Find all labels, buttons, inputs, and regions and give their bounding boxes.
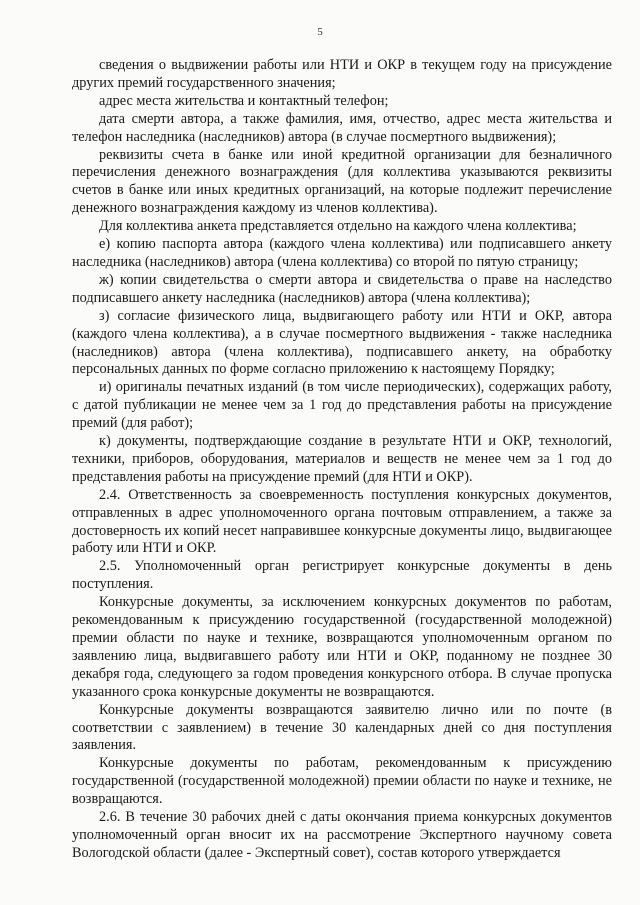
paragraph: 2.4. Ответственность за своевременность поступления конкурсных документов, отправленных в адрес уполномоченного органа почтовым отправлением, а также за достоверность их копий несет направившее конкурсные документы лицо, выдвигающее работу или НТИ и ОКР. <box>72 486 612 557</box>
paragraph: 2.6. В течение 30 рабочих дней с даты окончания приема конкурсных документов уполномоченный орган вносит их на рассмотрение Экспертного научному совета Вологодской области (далее - Экспертный совет), состав которого утверждается <box>72 809 612 861</box>
paragraph: Для коллектива анкета представляется отдельно на каждого члена коллектива; <box>99 218 577 235</box>
paragraph: к) документы, подтверждающие создание в результате НТИ и ОКР, технологий, техники, приборов, оборудования, материалов и веществ не менее чем за 1 год до представления работы на присуждение премий (для НТИ и ОКР). <box>72 433 612 485</box>
paragraph: реквизиты счета в банке или иной кредитной организации для безналичного перечисления денежного вознаграждения (для коллектива указываются реквизиты счетов в банке или иных кредитных организаций, на которые подлежит перечисление денежного вознаграждения каждому из членов коллектива). <box>72 146 612 217</box>
paragraph: Конкурсные документы по работам, рекомендованным к присуждению государственной (государственной молодежной) премии области по науке и технике, не возвращаются. <box>72 755 612 808</box>
paragraph: Конкурсные документы возвращаются заявителю лично или по почте (в соответствии с заявлением) в течение 30 календарных дней со дня поступления заявления. <box>72 701 612 754</box>
paragraph: дата смерти автора, а также фамилия, имя, отчество, адрес места жительства и телефон наследника (наследников) автора (в случае посмертного выдвижения); <box>72 110 612 145</box>
document-body <box>72 57 612 863</box>
paragraph: 2.5. Уполномоченный орган регистрирует конкурсные документы в день поступления. <box>72 558 612 593</box>
paragraph: сведения о выдвижении работы или НТИ и ОКР в текущем году на присуждение других премий государственного значения; <box>72 57 612 91</box>
paragraph: Конкурсные документы, за исключением конкурсных документов по работам, рекомендованным к присуждению государственной (государственной молодежной) премии области по науке и технике, возвращаются уполномоченным органом по заявлению лица, выдвигавшего работу или НТИ и ОКР, поданному не позднее 30 декабря года, следующего за годом проведения конкурсного отбора. В случае пропуска указанного срока конкурсные документы не возвращаются. <box>72 594 612 700</box>
page-number: 5 <box>317 26 323 38</box>
paragraph: е) копию паспорта автора (каждого члена коллектива) или подписавшего анкету наследника (наследников) автора (члена коллектива) со второй по пятую страницу; <box>72 236 612 270</box>
paragraph: ж) копии свидетельства о смерти автора и свидетельства о праве на наследство подписавшего анкету наследника (наследников) автора (члена коллектива); <box>72 271 612 306</box>
paragraph: адрес места жительства и контактный телефон; <box>99 92 389 109</box>
paragraph: з) согласие физического лица, выдвигающего работу или НТИ и ОКР, автора (каждого члена коллектива), а в случае посмертного выдвижения - также наследника (наследников) автора (члена коллектива), подписавшего анкету, на обработку персональных данных по форме согласно приложению к настоящему Порядку; <box>72 307 612 378</box>
paragraph: и) оригиналы печатных изданий (в том числе периодических), содержащих работу, с датой публикации не менее чем за 1 год до представления работы на присуждение премий (для работ); <box>72 379 612 432</box>
